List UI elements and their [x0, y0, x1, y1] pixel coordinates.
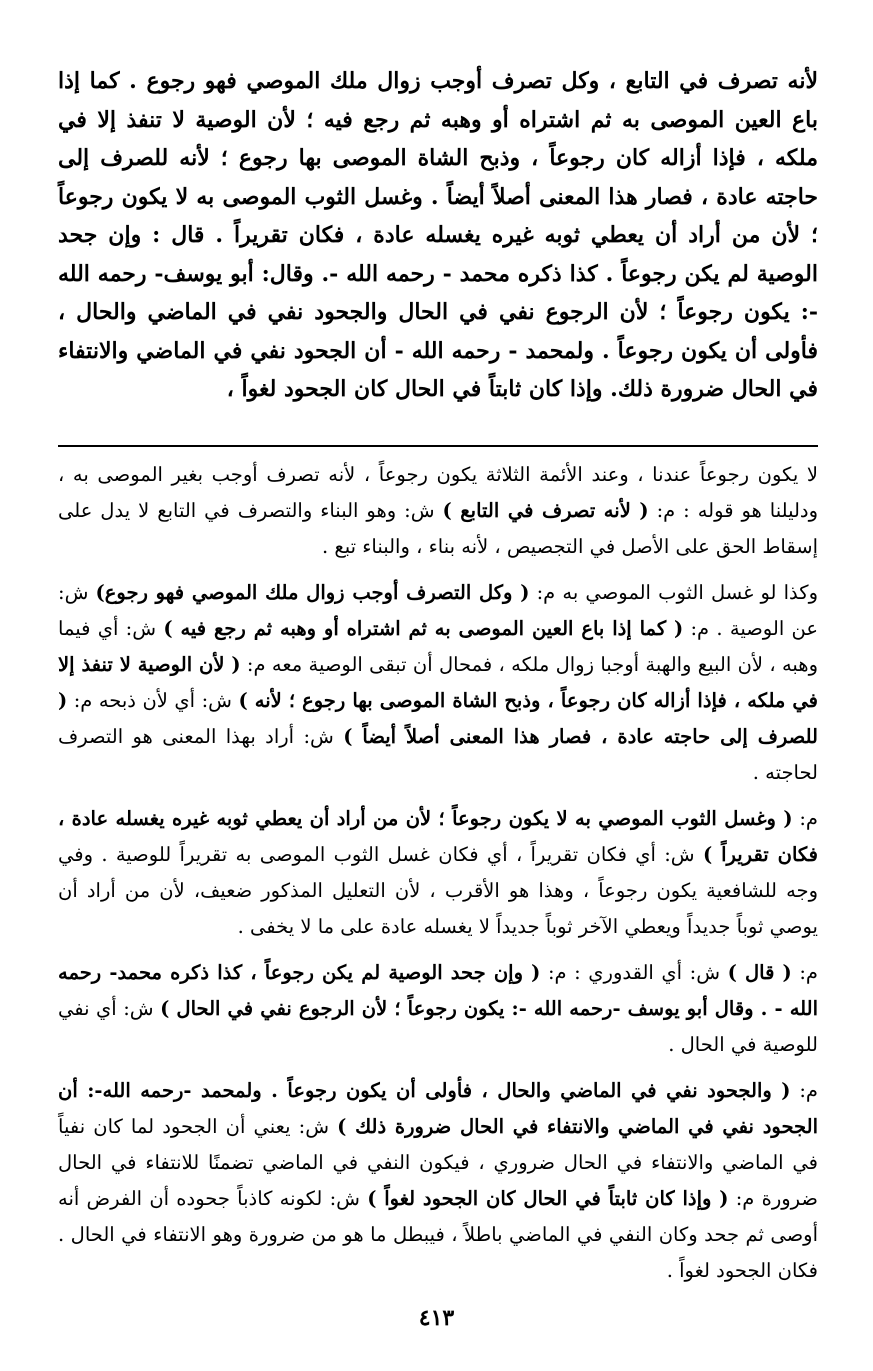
matn-quote: ( كما إذا باع العين الموصى به ثم اشتراه أو وهبه ثم رجع فيه ) — [163, 616, 684, 640]
matn-quote: ( لأن الوصية لا تنفذ إلا في ملكه ، فإذا أزاله كان رجوعاً ، وذبح الشاة الموصى بها رجوع ؛ لأنه ) — [58, 652, 819, 712]
sharh-text: ش: أراد بهذا المعنى هو التصرف لحاجته . — [58, 724, 818, 784]
commentary-paragraph — [58, 955, 818, 1063]
sharh-text: ش: عن الوصية . م: — [58, 580, 818, 640]
sharh-text: ش: يعني أن الجحود لما كان نفياً في الماضي والانتفاء في الحال ضروري ، فيكون النفي في الماضي تضمنًا للانتفاء في الحال ضرورة م: — [58, 1114, 818, 1210]
sharh-text: لا يكون رجوعاً عندنا ، وعند الأئمة الثلاثة يكون رجوعاً ، لأنه تصرف أوجب بغير الموصى به ، ودليلنا هو قوله : م: — [58, 462, 819, 522]
matn-quote: ( وكل التصرف أوجب زوال ملك الموصي فهو رجوع) — [95, 580, 530, 604]
sharh-text: م: — [791, 960, 819, 984]
matn-quote: ( قال ) — [727, 960, 792, 984]
matn-quote: ( وغسل الثوب الموصي به لا يكون رجوعاً ؛ لأن من أراد أن يعطي ثوبه غيره يغسله عادة ، فكان تقريراً ) — [58, 806, 819, 866]
commentary-paragraph — [58, 1073, 818, 1289]
sharh-text: م: — [792, 806, 818, 830]
matn-quote: ( للصرف إلى حاجته عادة ، فصار هذا المعنى أصلاً أيضاً ) — [58, 688, 818, 748]
footnote-separator — [58, 445, 818, 447]
sharh-text: م: — [790, 1078, 818, 1102]
commentary-block — [58, 457, 818, 1289]
matn-quote: ( والجحود نفي في الماضي والحال ، فأولى أن يكون رجوعاً . ولمحمد -رحمه الله-: أن الجحود نفي في الماضي والانتفاء في الحال ضرورة ذلك ) — [58, 1078, 818, 1138]
sharh-text: ش: أي فيما وهبه ، لأن البيع والهبة أوجبا زوال ملكه ، فمحال أن تبقى الوصية معه م: — [58, 616, 819, 676]
sharh-text: وكذا لو غسل الثوب الموصي به م: — [529, 580, 818, 604]
sharh-text: ش: أي فكان تقريراً ، أي فكان غسل الثوب الموصى به تقريراً للوصية . وفي وجه للشافعية يكون رجوعاً ، وهذا هو الأقرب ، لأن التعليل المذكور ضعيف، لأن من أراد أن يوصي ثوباً جديداً ويعطي الآخر ثوباً جديداً لا يغسله عادة على ما لا يخفى . — [58, 842, 818, 938]
sharh-text: ش: أي نفي للوصية في الحال . — [58, 996, 818, 1056]
page-body — [58, 62, 818, 1299]
commentary-paragraph — [58, 457, 818, 565]
sharh-text: ش: أي لأن ذبحه م: — [67, 688, 239, 712]
matn-quote: ( لأنه تصرف في التابع ) — [442, 498, 649, 522]
matn-quote: ( وإن جحد الوصية لم يكن رجوعاً ، كذا ذكره محمد- رحمه الله - . وقال أبو يوسف -رحمه الله -: يكون رجوعاً ؛ لأن الرجوع نفي في الحال ) — [58, 960, 818, 1020]
main-paragraph: لأنه تصرف في التابع ، وكل تصرف أوجب زوال ملك الموصي فهو رجوع . كما إذا باع العين الموصى به ثم اشتراه أو وهبه ثم رجع فيه ؛ لأن الوصية لا تنفذ إلا في ملكه ، فإذا أزاله كان رجوعاً ، وذبح الشاة الموصى بها رجوع ؛ لأنه للصرف إلى حاجته عادة ، فصار هذا المعنى أصلاً أيضاً . وغسل الثوب الموصى به لا يكون رجوعاً ؛ لأن من أراد أن يعطي ثوبه غيره يغسله عادة ، فكان تقريراً . قال : وإن جحد الوصية لم يكن رجوعاً . كذا ذكره محمد - رحمه الله -. وقال: أبو يوسف- رحمه الله -: يكون رجوعاً ؛ لأن الرجوع نفي في الحال والجحود نفي في الماضي والحال ، فأولى أن يكون رجوعاً . ولمحمد - رحمه الله - أن الجحود نفي في الماضي والانتفاء في الحال ضرورة ذلك. وإذا كان ثابتاً في الحال كان الجحود لغواً ، — [58, 68, 818, 402]
sharh-text: ش: وهو البناء والتصرف في التابع لا يدل على إسقاط الحق على الأصل في التجصيص ، لأنه بناء ، والبناء تبع . — [58, 498, 818, 558]
sharh-text: ش: أي القدوري : م: — [540, 960, 728, 984]
commentary-paragraph — [58, 801, 818, 945]
sharh-text: ش: لكونه كاذباً جحوده أن الفرض أنه أوصى ثم جحد وكان النفي في الماضي باطلاً ، فيبطل ما هو من ضرورة وهو الانتفاء في الحال . فكان الجحود لغواً . — [58, 1186, 818, 1282]
commentary-paragraph — [58, 575, 818, 791]
main-text-block — [58, 62, 818, 409]
page-number: ٤١٣ — [418, 1305, 455, 1331]
matn-quote: ( وإذا كان ثابتاً في الحال كان الجحود لغواً ) — [367, 1186, 729, 1210]
